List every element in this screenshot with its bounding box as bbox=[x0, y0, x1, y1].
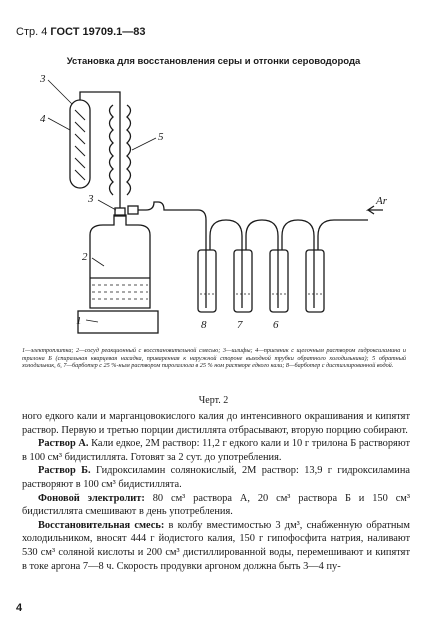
label-6: 6 bbox=[273, 319, 279, 331]
argon-inlet bbox=[318, 220, 368, 250]
paragraph-background-electrolyte: Фоновой электролит: 80 см³ раствора А, 20 см³ раствора Б и 150 см³ бидистиллята смешивают в день употребления. bbox=[22, 492, 410, 518]
argon-arrow bbox=[368, 206, 383, 214]
outlet-tube bbox=[138, 202, 206, 308]
paragraph-reducing-mixture: Восстановительная смесь: в колбу вместимостью 3 дм³, снабженную обратным холодильником, вносят 444 г йодистого калия, 150 г гипофосфита натрия, наливают 530 см³ соляной кислоты и 200 см³ дистиллированной воды, перемешивают и кипятят в токе аргона 7—8 ч. Скорость продувки аргоном должна быть 3—4 пу- bbox=[22, 519, 410, 572]
figure-label: Черт. 2 bbox=[198, 395, 229, 406]
reaction-vessel bbox=[90, 215, 150, 308]
label-3-top: 3 bbox=[40, 73, 46, 85]
bubbler-last bbox=[306, 250, 324, 312]
quartz-spiral bbox=[75, 110, 85, 180]
connector-7-6 bbox=[246, 220, 278, 308]
standard-code: ГОСТ 19709.1—83 bbox=[50, 26, 146, 38]
bubbler-6 bbox=[270, 250, 288, 312]
label-3-mid: 3 bbox=[88, 193, 94, 205]
paragraph-solution-a: Раствор А. Кали едкое, 2М раствор: 11,2 г едкого кали и 10 г трилона Б растворяют в 100 см³ бидистиллята. Готовят за 2 сут. до употребления. bbox=[22, 438, 410, 463]
bubbler-8 bbox=[198, 250, 216, 312]
label-4: 4 bbox=[40, 113, 46, 125]
page-header bbox=[16, 26, 146, 38]
page-prefix: Стр. 4 bbox=[16, 26, 48, 38]
paragraph-solution-b: Раствор Б. Гидроксиламин солянокислый, 2М раствор: 13,9 г гидроксиламина растворяют в 100 см³ бидистиллята. bbox=[22, 465, 410, 490]
paragraph-continuation: ного едкого кали и марганцовокислого калия до интенсивного окрашивания и кипятят раствор. Первую и третью порции дистиллята отбрасывают, вторую порцию собирают. bbox=[22, 411, 410, 436]
label-7: 7 bbox=[237, 319, 243, 331]
label-2: 2 bbox=[82, 251, 88, 263]
label-5: 5 bbox=[158, 131, 164, 143]
apparatus-svg bbox=[28, 70, 408, 360]
figure-caption: 1—электроплитка; 2—сосуд реакционный с восстановительной смесью; 3—шлифы; 4—приемник с щелочным раствором гидроксиламина и трилона Б (спиральная кварцевая насадка, приваренная к наружной стороне выходной трубки обратного холодильника); 5 обратный холодильник, 6, 7—барботер с 25 %-ным раствором пирогаллола в 25 % ном растворе едкого кали; 8—барботер с дистиллированной водой. bbox=[22, 347, 406, 370]
apparatus-diagram bbox=[28, 70, 408, 360]
condenser-right bbox=[127, 105, 131, 195]
receiver-outlet bbox=[80, 92, 120, 100]
page-number: 4 bbox=[16, 602, 23, 614]
condenser-left bbox=[110, 105, 114, 195]
label-1: 1 bbox=[76, 315, 82, 327]
bubbler-7 bbox=[234, 250, 252, 312]
connector-8-7 bbox=[210, 220, 242, 308]
body-text bbox=[22, 410, 410, 573]
connector-6-x bbox=[282, 220, 314, 308]
label-8: 8 bbox=[201, 319, 207, 331]
label-argon: Ar bbox=[376, 195, 387, 207]
hot-plate bbox=[78, 311, 158, 333]
figure-title: Установка для восстановления серы и отгонки сероводорода bbox=[66, 56, 361, 67]
